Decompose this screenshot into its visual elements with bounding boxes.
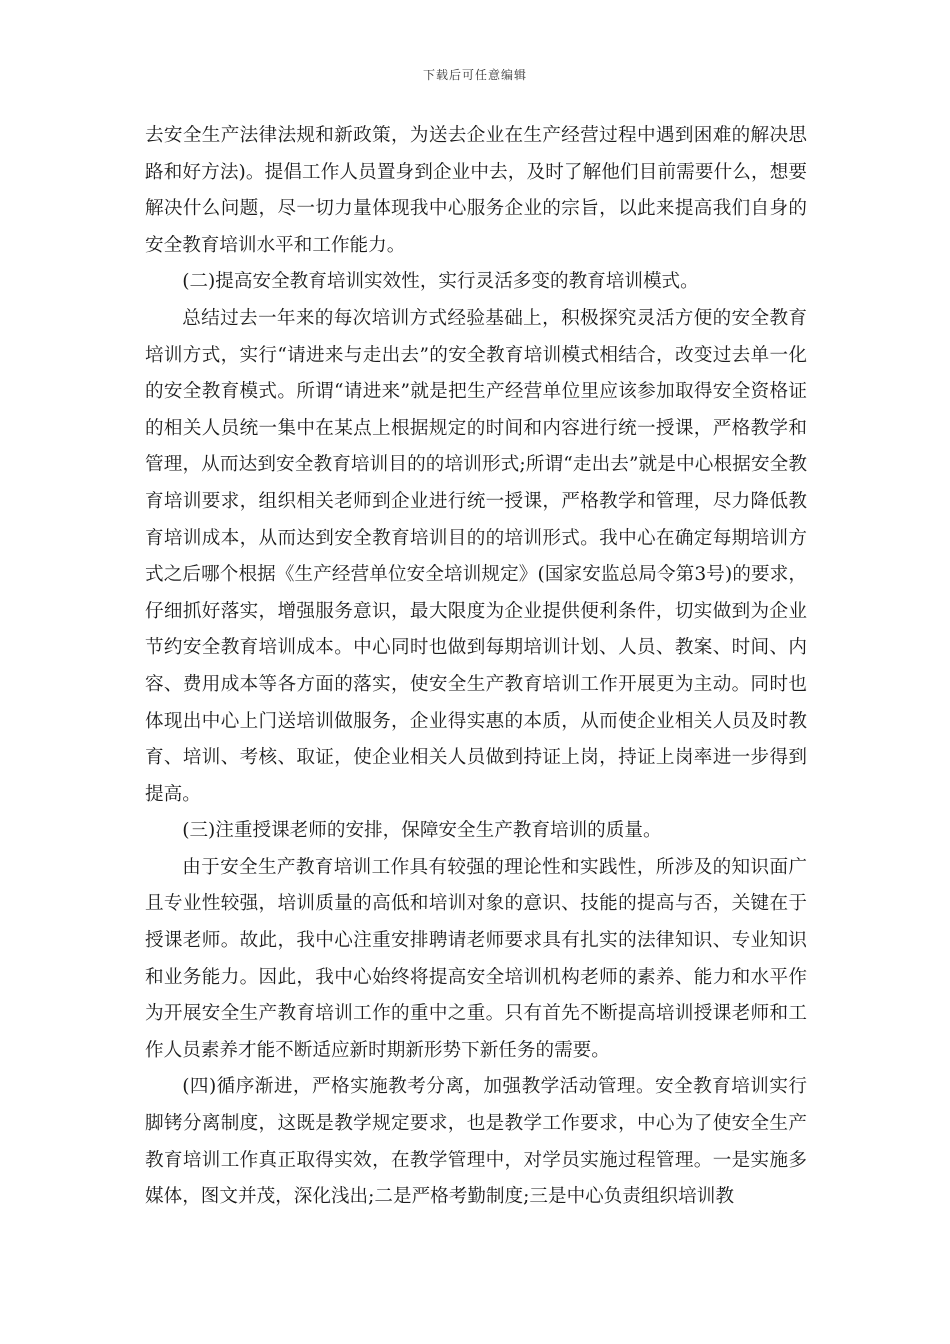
document-body [145,118,807,1216]
paragraph-teacher-quality: 由于安全生产教育培训工作具有较强的理论性和实践性，所涉及的知识面广且专业性较强，培训质量的高低和培训对象的意识、技能的提高与否，关键在于授课老师。故此，我中心注重安排聘请老师要求具有扎实的法律知识、专业知识和业务能力。因此，我中心始终将提高安全培训机构老师的素养、能力和水平作为开展安全生产教育培训工作的重中之重。只有首先不断提高培训授课老师和工作人员素养才能不断适应新时期新形势下新任务的需要。 [145,856,807,1061]
paragraph-teaching-management: (四)循序渐进，严格实施教考分离，加强教学活动管理。安全教育培训实行脚铐分离制度，这既是教学规定要求，也是教学工作要求，中心为了使安全生产教育培训工作真正取得实效，在教学管理中，对学员实施过程管理。一是实施多媒体，图文并茂，深化浅出;二是严格考勤制度;三是中心负责组织培训教 [145,1076,807,1208]
paragraph-training-mode: 总结过去一年来的每次培训方式经验基础上，积极探究灵活方便的安全教育培训方式，实行“请进来与走出去”的安全教育培训模式相结合，改变过去单一化的安全教育模式。所谓“请进来”就是把生产经营单位里应该参加取得安全资格证的相关人员统一集中在某点上根据规定的时间和内容进行统一授课，严格教学和管理，从而达到安全教育培训目的的培训形式;所谓“走出去”就是中心根据安全教育培训要求，组织相关老师到企业进行统一授课，严格教学和管理，尽力降低教育培训成本，从而达到安全教育培训目的的培训形式。我中心在确定每期培训方式之后哪个根据《生产经营单位安全培训规定》(国家安监总局令第3号)的要求，仔细抓好落实，增强服务意识，最大限度为企业提供便利条件，切实做到为企业节约安全教育培训成本。中心同时也做到每期培训计划、人员、教案、时间、内容、费用成本等各方面的落实，使安全生产教育培训工作开展更为主动。同时也体现出中心上门送培训做服务，企业得实惠的本质，从而使企业相关人员及时教育、培训、考核、取证，使企业相关人员做到持证上岗，持证上岗率进一步得到提高。 [145,307,807,805]
section-heading-2: (二)提高安全教育培训实效性，实行灵活多变的教育培训模式。 [182,271,699,293]
paragraph-continuation: 去安全生产法律法规和新政策，为送去企业在生产经营过程中遇到困难的解决思路和好方法)。提倡工作人员置身到企业中去，及时了解他们目前需要什么，想要解决什么问题，尽一切力量体现我中心服务企业的宗旨，以此来提高我们自身的安全教育培训水平和工作能力。 [145,125,807,256]
section-heading-3: (三)注重授课老师的安排，保障安全生产教育培训的质量。 [182,820,662,842]
page-header-note: 下载后可任意编辑 [422,68,527,82]
